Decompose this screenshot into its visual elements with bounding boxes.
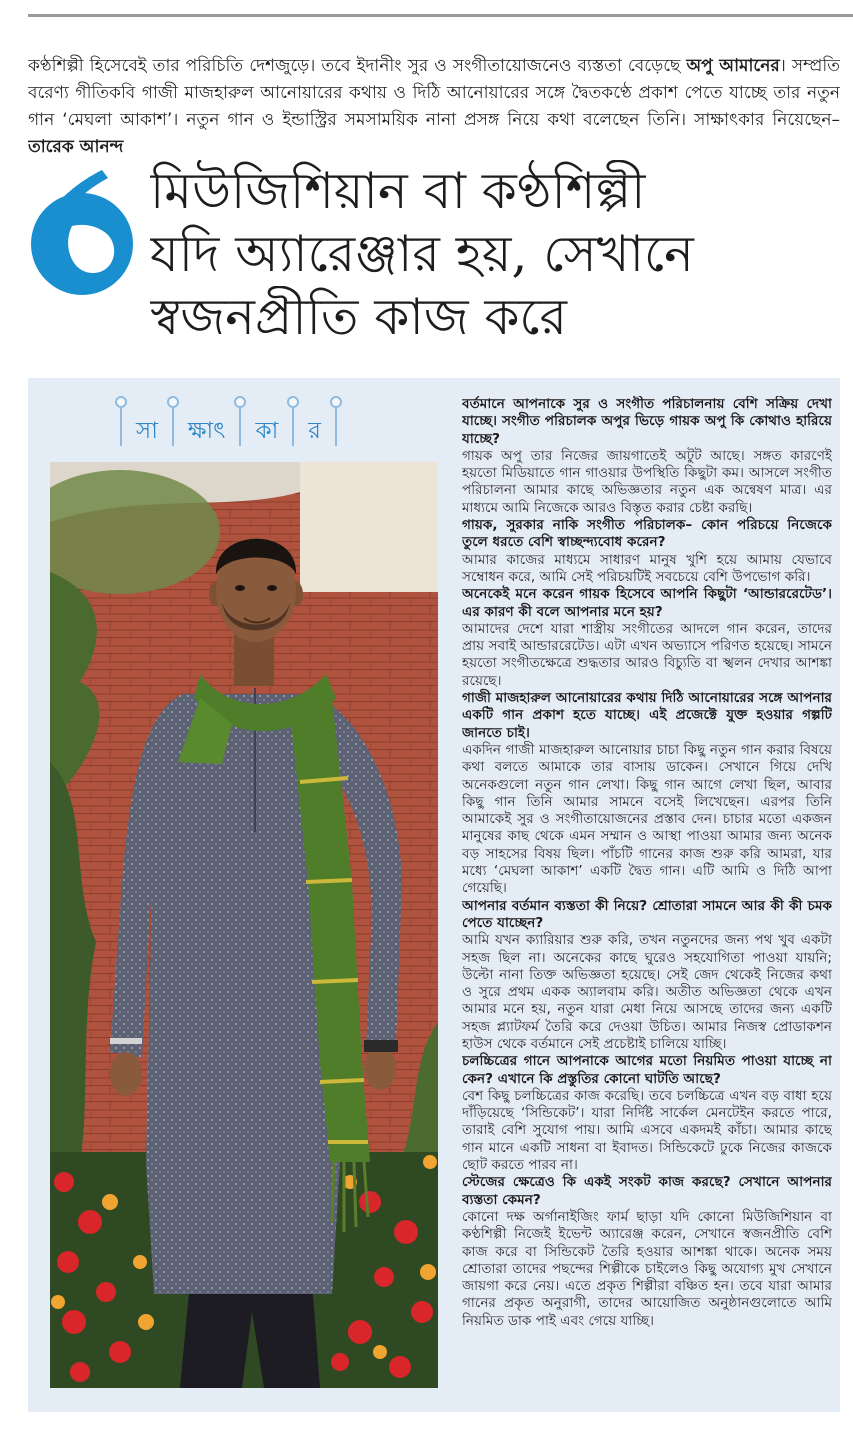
section-label bbox=[120, 392, 370, 446]
answer: একদিন গাজী মাজহারুল আনোয়ার চাচা কিছু নতুন গান করার বিষয়ে কথা বলতে আমাকে তার বাসায় ডাকেন। সেখানে গিয়ে দেখি অনেকগুলো নতুন গান লেখা। কিছু গান আগে লেখা ছিল, আবার কিছু গান তিনি আমার সামনে বসেই লিখেছেন। এরপর তিনি আমাকেই সুর ও সংগীতায়োজনের প্রস্তাব দেন। চাচার মতো একজন মানুষের কাছ থেকে এমন সম্মান ও আস্থা পাওয়া আমার জন্য অনেক বড় সাহসের বিষয় ছিল। পাঁচটি গানের কাজ শুরু করি আমরা, যার মধ্যে ‘মেঘলা আকাশ’ একটি দ্বৈত গান। এটি আমি ও দিঠি আপা গেয়েছি। bbox=[462, 741, 832, 897]
interview-panel bbox=[28, 378, 840, 1412]
quote-icon-graphic bbox=[26, 168, 136, 298]
answer: গায়ক অপু তার নিজের জায়গাতেই অটুট আছে। সঙ্গত কারণেই হয়তো মিডিয়াতে গান গাওয়ার উপস্থিতি কিছুটা কম। আসলে সংগীত পরিচালনা আমার কাছে অভিজ্ঞতার নতুন এক অন্বেষণ মাত্র। এর মাধ্যমে আমি নিজেকে আরও বিস্তৃত করার চেষ্টা করছি। bbox=[462, 447, 832, 516]
question: অনেকেই মনে করেন গায়ক হিসেবে আপনি কিছুটা ‘আন্ডাররেটেড’। এর কারণ কী বলে আপনার মনে হয়? bbox=[462, 586, 832, 620]
pin-icon bbox=[172, 408, 174, 446]
question: গায়ক, সুরকার নাকি সংগীত পরিচালক– কোন পরিচয়ে নিজেকে তুলে ধরতে বেশি স্বাচ্ছন্দ্যবোধ করেন? bbox=[462, 517, 832, 551]
intro-lead: কণ্ঠশিল্পী হিসেবেই তার পরিচিতি দেশজুড়ে। তবে ইদানীং সুর ও সংগীতায়োজনেও ব্যস্ততা বেড়েছে bbox=[28, 56, 687, 76]
building-wall bbox=[300, 462, 438, 592]
question: স্টেজের ক্ষেত্রেও কি একই সংকট কাজ করছে? সেখানে আপনার ব্যস্ততা কেমন? bbox=[462, 1174, 832, 1208]
section-label-part: সা bbox=[136, 418, 158, 444]
question: চলচ্চিত্রের গানে আপনাকে আগের মতো নিয়মিত পাওয়া যাচ্ছে না কেন? এখানে কি প্রস্তুতির কোনো ঘাটতি আছে? bbox=[462, 1053, 832, 1087]
intro-subject-name: অপু আমানের bbox=[686, 56, 780, 76]
intro-interviewer-name: তারেক আনন্দ bbox=[28, 137, 124, 157]
headline-line: স্বজনপ্রীতি কাজ করে bbox=[150, 288, 568, 346]
pin-icon bbox=[292, 408, 294, 446]
quote-icon bbox=[26, 168, 136, 298]
question: গাজী মাজহারুল আনোয়ারের কথায় দিঠি আনোয়ারের সঙ্গে আপনার একটি গান প্রকাশ হতে যাচ্ছে। এই প্রজেক্টে যুক্ত হওয়ার গল্পটি জানতে চাই। bbox=[462, 690, 832, 741]
section-label-part: ক্ষাৎ bbox=[187, 418, 226, 444]
wristwatch bbox=[364, 1040, 398, 1052]
question: বর্তমানে আপনাকে সুর ও সংগীত পরিচালনায় বেশি সক্রিয় দেখা যাচ্ছে। সংগীত পরিচালক অপুর ভিড়ে গায়ক অপু কি কোথাও হারিয়ে যাচ্ছে? bbox=[462, 396, 832, 447]
pin-icon bbox=[120, 408, 122, 446]
right-eye bbox=[267, 585, 277, 591]
headline bbox=[150, 160, 840, 356]
interviewee-photo bbox=[50, 462, 438, 1388]
intro-paragraph bbox=[28, 53, 840, 163]
section-label-part: কা bbox=[255, 418, 279, 444]
headline-line: যদি অ্যারেঞ্জার হয়, সেখানে bbox=[150, 225, 694, 283]
interview-text bbox=[462, 396, 832, 1396]
answer: আমাদের দেশে যারা শাস্ত্রীয় সংগীতের আদলে গান করেন, তাদের প্রায় সবাই আন্ডাররেটেড। এটা এখন অভ্যাসে পরিণত হয়েছে। সামনে হয়তো সংগীতক্ষেত্রে শুদ্ধতার আরও বিচ্যুতি বা স্খলন দেখার আশঙ্কা রয়েছে। bbox=[462, 620, 832, 689]
headline-line: মিউজিশিয়ান বা কণ্ঠশিল্পী bbox=[150, 162, 646, 220]
right-hand bbox=[364, 1046, 396, 1090]
left-hand bbox=[110, 1052, 142, 1096]
left-eye bbox=[235, 585, 245, 591]
photo-illustration bbox=[50, 462, 438, 1388]
answer: আমার কাজের মাধ্যমে সাধারণ মানুষ খুশি হয়ে আমায় যেভাবে সম্বোধন করে, আমি সেই পরিচয়টিই সবচেয়ে বেশি উপভোগ করি। bbox=[462, 551, 832, 585]
section-label-part: র bbox=[308, 418, 321, 444]
answer: কোনো দক্ষ অর্গানাইজিং ফার্ম ছাড়া যদি কোনো মিউজিশিয়ান বা কণ্ঠশিল্পী নিজেই ইভেন্ট অ্যারেঞ্জ করেন, সেখানে স্বজনপ্রীতি বেশি কাজ করে বা সিন্ডিকেট তৈরি হওয়ার আশঙ্কা থাকে। অনেক সময় শ্রোতারা তাদের পছন্দের শিল্পীকে চাইলেও কিছু অযোগ্য মুখ সেখানে জায়গা করে নেয়। এতে প্রকৃত শিল্পীরা বঞ্চিত হন। তবে যারা আমার গানের প্রকৃত অনুরাগী, তাদের আয়োজিত অনুষ্ঠানগুলোতে আমি নিয়মিত ডাক পাই এবং গেয়ে যাচ্ছি। bbox=[462, 1208, 832, 1329]
answer: আমি যখন ক্যারিয়ার শুরু করি, তখন নতুনদের জন্য পথ খুব একটা সহজ ছিল না। অনেকের কাছে ঘুরেও সহযোগিতা পাওয়া যায়নি; উল্টো নানা তিক্ত অভিজ্ঞতা হয়েছে। সেই জেদ থেকেই নিজের কথা ও সুরে প্রথম একক অ্যালবাম করি। অতীত অভিজ্ঞতা থেকে এখন আমার মনে হয়, নতুন যারা মেধা নিয়ে আসছে তাদের জন্য একটি সহজ প্ল্যাটফর্ম তৈরি করে দেওয়া উচিত। আমার নিজস্ব প্রোডাকশন হাউস থেকে বর্তমানে সেই প্রচেষ্টাই চালিয়ে যাচ্ছি। bbox=[462, 932, 832, 1052]
intro-body: । সম্প্রতি বরেণ্য গীতিকবি গাজী মাজহারুল আনোয়ারের কথায় ও দিঠি আনোয়ারের সঙ্গে দ্বৈতকণ্ঠে প্রকাশ পেতে যাচ্ছে তার নতুন গান ‘মেঘলা আকাশ’। নতুন গান ও ইন্ডাস্ট্রির সমসাময়িক নানা প্রসঙ্গ নিয়ে কথা বলেছেন তিনি। সাক্ষাৎকার নিয়েছেন– bbox=[28, 56, 840, 130]
bracelet bbox=[110, 1038, 142, 1044]
top-divider bbox=[28, 14, 853, 17]
pin-icon bbox=[335, 408, 337, 446]
pin-icon bbox=[239, 408, 241, 446]
answer: বেশ কিছু চলচ্চিত্রের কাজ করেছি। তবে চলচ্চিত্রে এখন বড় বাধা হয়ে দাঁড়িয়েছে ‘সিন্ডিকেট’। যারা নির্দিষ্ট সার্কেল মেনটেইন করতে পারে, তারাই বেশি সুযোগ পায়। আমি এসবে একদমই কাঁচা। আমার কাছে গান মানে একটি সাধনা বা ইবাদত। সিন্ডিকেটে ঢুকে নিজের কাজকে ছোট করতে পারব না। bbox=[462, 1087, 832, 1174]
question: আপনার বর্তমান ব্যস্ততা কী নিয়ে? শ্রোতারা সামনে আর কী কী চমক পেতে যাচ্ছেন? bbox=[462, 897, 832, 931]
